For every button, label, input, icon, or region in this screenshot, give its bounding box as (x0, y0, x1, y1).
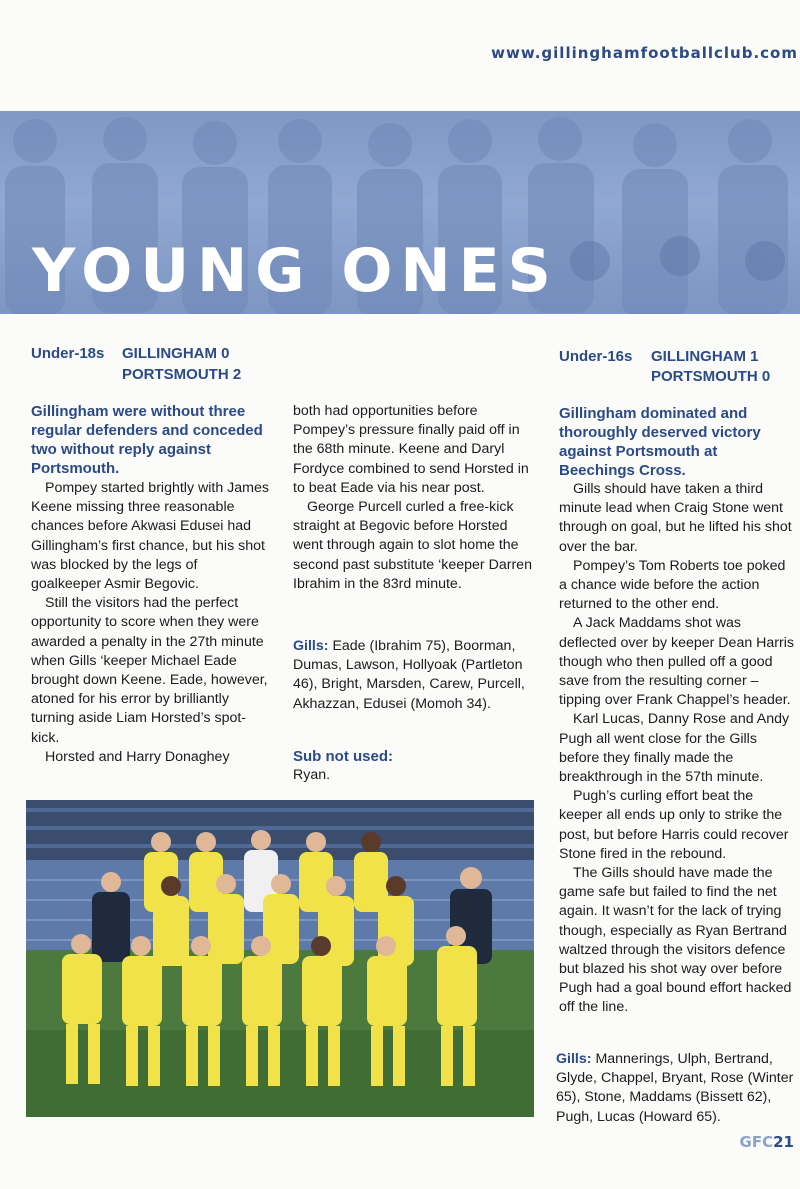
u16-label: Under-16s (559, 348, 633, 365)
u18-home-score: GILLINGHAM 0 (122, 345, 230, 362)
u16-away-score: PORTSMOUTH 0 (651, 368, 771, 385)
u16-intro: Gillingham dominated and thoroughly deserved victory against Portsmouth at Beechings Cross. (559, 405, 761, 479)
u18-intro: Gillingham were without three regular defenders and conceded two without reply against Portsmouth. (31, 403, 263, 477)
team-photo-illustration (26, 800, 534, 1117)
u18-lineup (293, 637, 533, 714)
u16-paragraph: Pompey’s Tom Roberts toe poked a chance wide before the action returned to the other end. (559, 557, 786, 613)
u18-sub-label: Sub not used: (293, 748, 393, 765)
u18-sub: Ryan. (293, 767, 331, 783)
u16-lineup-text: Mannerings, Ulph, Bertrand, Glyde, Chappel, Bryant, Rose (Winter 65), Stone, Maddams (Bissett 62), Pugh, Lucas (Howard 65). (556, 1051, 794, 1125)
u16-lineup-label: Gills: (556, 1051, 592, 1067)
u18-label: Under-18s (31, 345, 105, 362)
u18-paragraph: both had opportunities before Pompey’s pressure finally paid off in the 68th minute. Keene and Daryl Fordyce combined to send Horsted in to beat Eade via his near post. (293, 403, 529, 496)
banner-photo (0, 111, 800, 314)
u18-paragraph: Still the visitors had the perfect opportunity to score when they were awarded a penalty in the 27th minute when Gills ‘keeper Michael Eade brought down Keene. Eade, however, atoned for his error by brilliantly turning aside Liam Horsted’s spot-kick. (31, 595, 268, 746)
team-photo (26, 800, 534, 1117)
folio-number: 21 (773, 1133, 794, 1151)
u16-lineup (556, 1050, 796, 1127)
folio-prefix: GFC (739, 1133, 774, 1151)
u16-paragraph: A Jack Maddams shot was deflected over by keeper Dean Harris though who then pulled off a good save from the resulting corner – tipping over Frank Chappel’s header. (559, 615, 795, 709)
u18-lineup-label: Gills: (293, 638, 329, 654)
website-url: www.gillinghamfootballclub.com (491, 44, 798, 62)
u18-paragraph: Horsted and Harry Donaghey (45, 748, 230, 765)
u18-lineup-text: Eade (Ibrahim 75), Boorman, Dumas, Lawson, Hollyoak (Partleton 46), Bright, Marsden, Carew, Purcell, Akhazzan, Edusei (Momoh 34). (293, 638, 525, 712)
u16-paragraph: Pugh’s curling effort beat the keeper all ends up only to strike the post, but before Harris could recover Stone fired in the rebound. (559, 788, 789, 862)
u16-report (559, 480, 797, 1018)
u18-report-col1 (31, 479, 269, 767)
u18-report-col2 (293, 402, 538, 594)
u16-paragraph: Karl Lucas, Danny Rose and Andy Pugh all went close for the Gills before they finally made the breakthrough in the 57th minute. (559, 711, 790, 786)
u16-paragraph: Gills should have taken a third minute lead when Craig Stone went through on goal, but he lifted his shot over the bar. (559, 481, 792, 555)
u16-home-score: GILLINGHAM 1 (651, 348, 759, 365)
u18-away-score: PORTSMOUTH 2 (122, 366, 242, 383)
u18-paragraph: George Purcell curled a free-kick straight at Begovic before Horsted went through again to slot home the second past substitute ‘keeper Darren Ibrahim in the 83rd minute. (293, 499, 532, 592)
section-title: YOUNG ONES (32, 236, 559, 306)
u16-paragraph: The Gills should have made the game safe but failed to find the net again. It wasn’t for the lack of trying though, especially as Ryan Bertrand waltzed through the visitors defence but blazed his shot way over before Pugh had a goal bound effort hacked off the line. (559, 865, 792, 1016)
page-number (740, 1133, 794, 1151)
u18-paragraph: Pompey started brightly with James Keene missing three reasonable chances before Akwasi Edusei had Gillingham’s first chance, but his shot was blocked by the legs of goalkeeper Asmir Begovic. (31, 480, 269, 593)
